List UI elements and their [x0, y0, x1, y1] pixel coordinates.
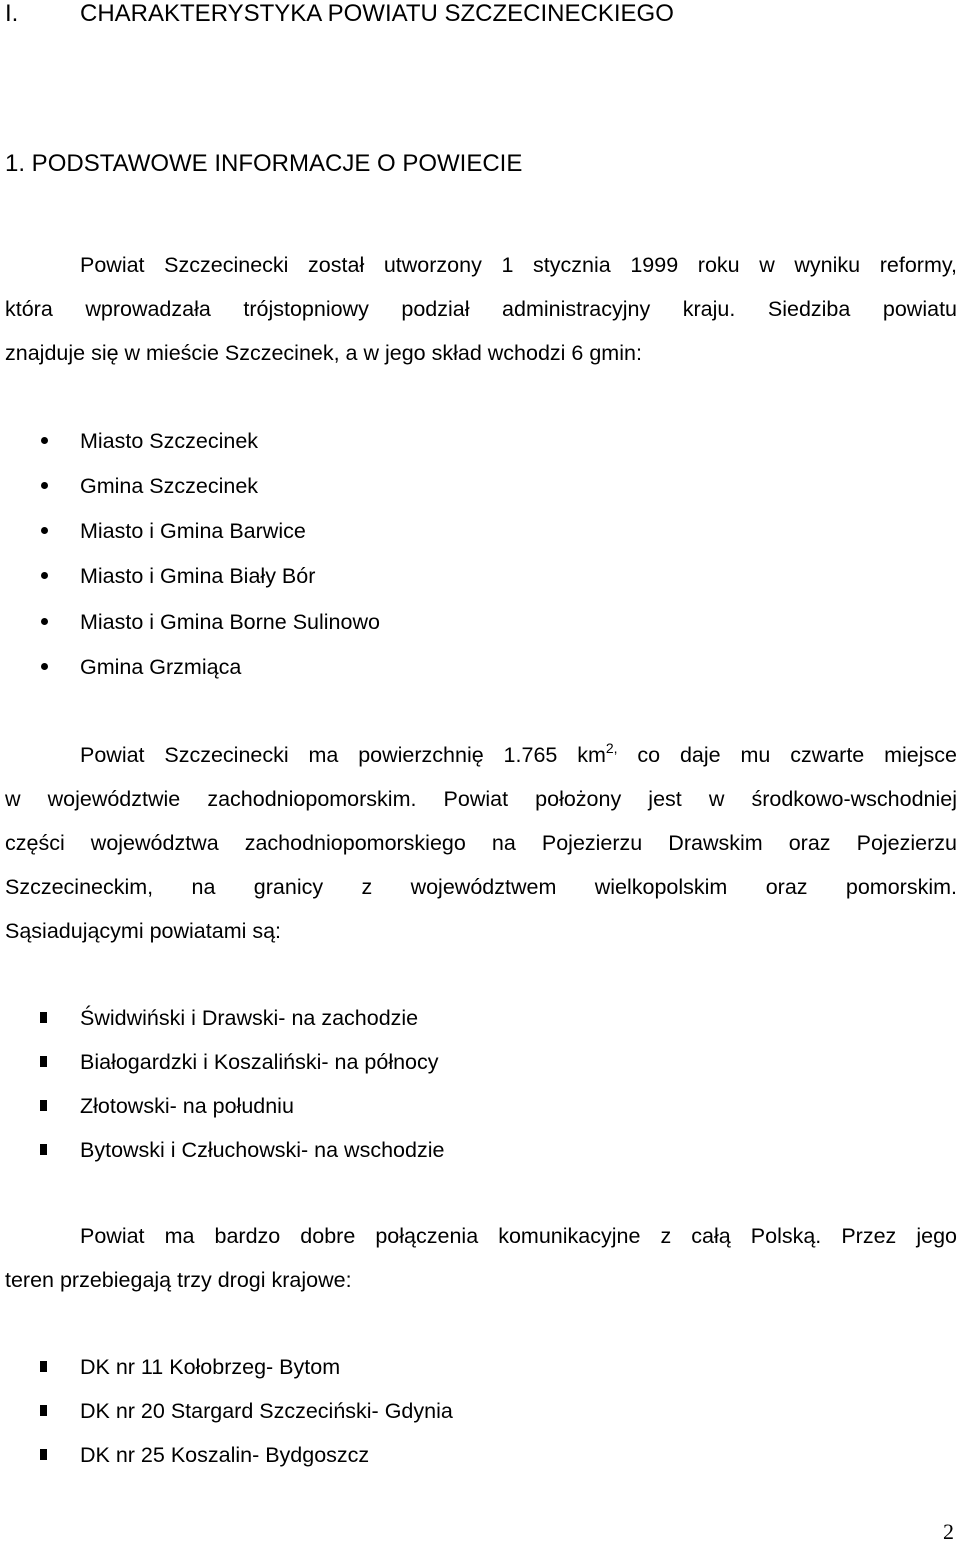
- area-text: Powiat Szczecinecki ma powierzchnię 1.765 km: [80, 743, 606, 767]
- list-item-label: Miasto Szczecinek: [80, 429, 259, 453]
- area-superscript: 2,: [605, 740, 618, 756]
- list-item-label: Bytowski i Człuchowski- na wschodzie: [80, 1138, 445, 1162]
- bullet-square-icon: [40, 1100, 47, 1111]
- list-item-label: Miasto i Gmina Biały Bór: [80, 564, 316, 588]
- bullet-square-icon: [40, 1144, 47, 1155]
- para1-line2: która wprowadzała trójstopniowy podział administracyjny kraju. Siedziba powiatu: [5, 297, 957, 321]
- list-item-label: Gmina Grzmiąca: [80, 655, 242, 679]
- para2-line3: części województwa zachodniopomorskiego na Pojezierzu Drawskim oraz Pojezierzu: [5, 831, 957, 855]
- rank-text: co daje mu czwarte miejsce: [617, 743, 957, 767]
- list-item-label: Złotowski- na południu: [80, 1094, 294, 1118]
- list-item-label: Miasto i Gmina Borne Sulinowo: [80, 610, 380, 634]
- list-item-label: Gmina Szczecinek: [80, 474, 259, 498]
- bullet-dot-icon: [41, 482, 48, 489]
- para3-line1: Powiat ma bardzo dobre połączenia komunikacyjne z całą Polską. Przez jego: [80, 1224, 957, 1248]
- list-item-label: DK nr 20 Stargard Szczeciński- Gdynia: [80, 1399, 453, 1423]
- bullet-dot-icon: [41, 618, 48, 625]
- bullet-square-icon: [40, 1405, 47, 1416]
- list-item-label: Miasto i Gmina Barwice: [80, 519, 306, 543]
- chapter-number: I.: [5, 0, 19, 27]
- bullet-square-icon: [40, 1056, 47, 1067]
- bullet-dot-icon: [41, 527, 48, 534]
- list-item-label: DK nr 25 Koszalin- Bydgoszcz: [80, 1443, 370, 1467]
- list-item-label: Białogardzki i Koszaliński- na północy: [80, 1050, 439, 1074]
- para2-line2: w województwie zachodniopomorskim. Powiat położony jest w środkowo-wschodniej: [5, 787, 957, 811]
- bullet-square-icon: [40, 1449, 47, 1460]
- bullet-dot-icon: [41, 437, 48, 444]
- para3-line2: teren przebiegają trzy drogi krajowe:: [5, 1268, 352, 1292]
- para2-line5: Sąsiadującymi powiatami są:: [5, 919, 282, 943]
- para1-line3: znajduje się w mieście Szczecinek, a w jego skład wchodzi 6 gmin:: [5, 341, 642, 365]
- bullet-square-icon: [40, 1012, 47, 1023]
- bullet-dot-icon: [41, 663, 48, 670]
- list-item-label: Świdwiński i Drawski- na zachodzie: [80, 1006, 419, 1030]
- bullet-dot-icon: [41, 572, 48, 579]
- bullet-square-icon: [40, 1361, 47, 1372]
- list-item-label: DK nr 11 Kołobrzeg- Bytom: [80, 1355, 341, 1379]
- section-title: 1. PODSTAWOWE INFORMACJE O POWIECIE: [5, 150, 523, 177]
- page-number: 2: [943, 1519, 954, 1544]
- chapter-title: CHARAKTERYSTYKA POWIATU SZCZECINECKIEGO: [80, 0, 674, 27]
- para2-line4: Szczecineckim, na granicy z województwem wielkopolskim oraz pomorskim.: [5, 875, 957, 899]
- para1-line1: Powiat Szczecinecki został utworzony 1 stycznia 1999 roku w wyniku reformy,: [80, 253, 957, 277]
- para2-line1: [80, 742, 957, 768]
